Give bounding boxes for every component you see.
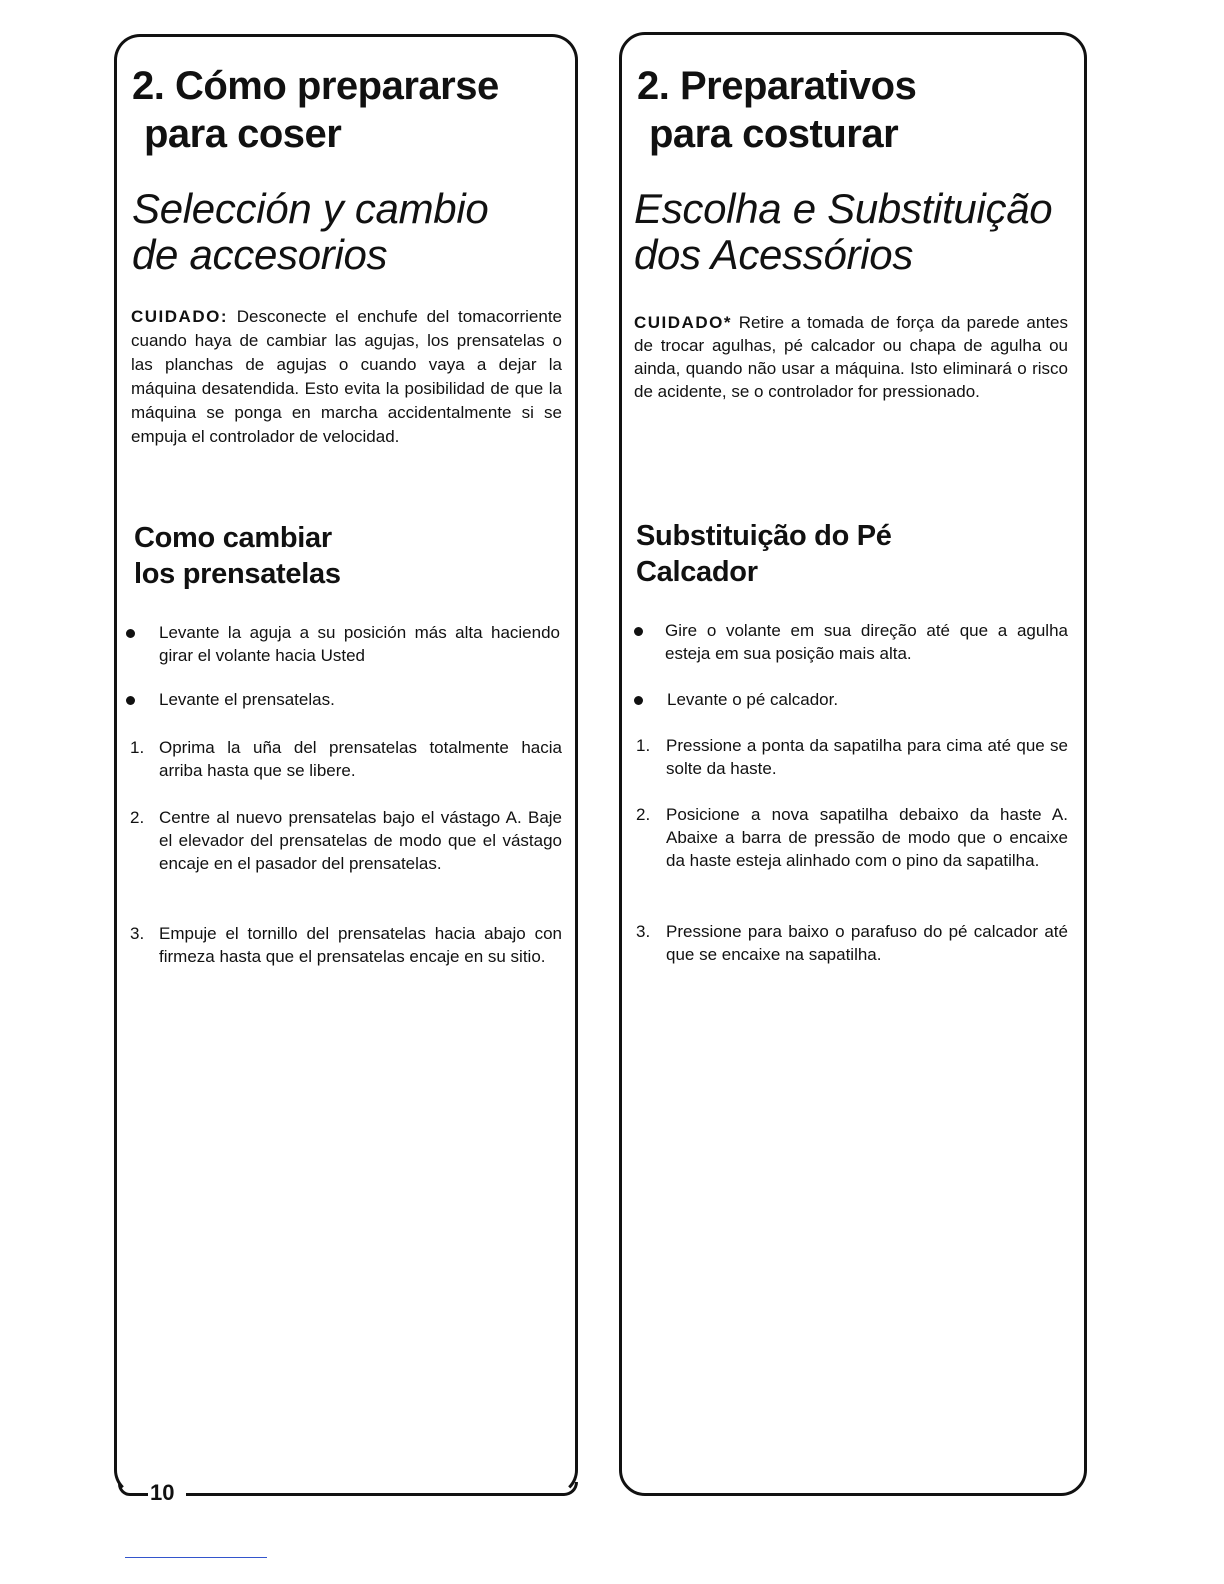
- bullet-icon: [634, 627, 643, 636]
- pt-subtitle-line2: dos Acessórios: [634, 231, 914, 278]
- es-caution-label: CUIDADO:: [131, 307, 228, 326]
- pt-section-title: [636, 518, 892, 590]
- bullet-icon: [126, 629, 135, 638]
- es-caution-text: Desconecte el enchufe del tomacorriente cuando haya de cambiar las agujas, los prensatelas o las planchas de agujas o cuando vaya a dejar la máquina desatendida. Esto evita la posibilidad de que la máquina se ponga en marcha accidentalmente si se empuja el controlador de velocidad.: [131, 307, 562, 446]
- step-text: Centre al nuevo prensatelas bajo el vástago A. Baje el elevador del prensatelas de modo que el vástago encaje en el pasador del prensatelas.: [159, 808, 562, 873]
- step-number: 1.: [636, 736, 651, 755]
- step-number: 2.: [636, 805, 651, 824]
- page-number: 10: [150, 1480, 182, 1506]
- pt-caution-text: Retire a tomada de força da parede antes de trocar agulhas, pé calcador ou chapa de agulha ou ainda, quando não usar a máquina. Isto eliminará o risco de acidente, se o controlador for pressionado.: [634, 313, 1068, 401]
- pt-caution: [634, 311, 1068, 403]
- step-number: 3.: [636, 922, 651, 941]
- pt-subtitle-line1: Escolha e Substituição: [634, 185, 1053, 232]
- bullet-icon: [634, 696, 643, 705]
- step-text: Pressione a ponta da sapatilha para cima até que se solte da haste.: [666, 736, 1068, 778]
- es-title-line2: para coser: [144, 112, 342, 156]
- step-text: Empuje el tornillo del prensatelas hacia abajo con firmeza hasta que el prensatelas encaje en su sitio.: [159, 924, 562, 966]
- pt-chapter-title: [637, 62, 916, 158]
- es-section-title-line2: los prensatelas: [134, 558, 341, 590]
- bullet-icon: [126, 696, 135, 705]
- es-bullet-text: Levante la aguja a su posición más alta haciendo girar el volante hacia Usted: [159, 623, 560, 665]
- es-bullet-text: Levante el prensatelas.: [159, 690, 335, 709]
- es-section-title: [134, 520, 341, 592]
- pt-title-line2: para costurar: [649, 112, 899, 156]
- es-subtitle-line2: de accesorios: [132, 231, 388, 278]
- es-subtitle-line1: Selección y cambio: [132, 185, 489, 232]
- footer-rule-right: [186, 1482, 578, 1496]
- step-number: 2.: [130, 808, 145, 827]
- pt-subtitle: [634, 186, 1052, 278]
- step-text: Oprima la uña del prensatelas totalmente hacia arriba hasta que se libere.: [159, 738, 562, 780]
- es-chapter-title: [132, 62, 499, 158]
- pt-section-title-line2: Calcador: [636, 556, 758, 588]
- es-subtitle: [132, 186, 488, 278]
- pt-title-line1: 2. Preparativos: [637, 64, 917, 108]
- pt-section-title-line1: Substituição do Pé: [636, 520, 892, 552]
- bottom-rule: [125, 1557, 267, 1558]
- footer-rule-left: [118, 1484, 148, 1496]
- step-text: Posicione a nova sapatilha debaixo da haste A. Abaixe a barra de pressão de modo que o encaixe da haste esteja alinhado com o pino da sapatilha.: [666, 805, 1068, 870]
- step-number: 1.: [130, 738, 145, 757]
- es-section-title-line1: Como cambiar: [134, 522, 332, 554]
- pt-bullet-text: Gire o volante em sua direção até que a agulha esteja em sua posição mais alta.: [665, 621, 1068, 663]
- step-number: 3.: [130, 924, 145, 943]
- es-caution: [131, 305, 562, 449]
- step-text: Pressione para baixo o parafuso do pé calcador até que se encaixe na sapatilha.: [666, 922, 1068, 964]
- es-title-line1: 2. Cómo prepararse: [132, 64, 499, 108]
- pt-caution-label: CUIDADO*: [634, 313, 732, 332]
- pt-bullet-text: Levante o pé calcador.: [667, 690, 839, 709]
